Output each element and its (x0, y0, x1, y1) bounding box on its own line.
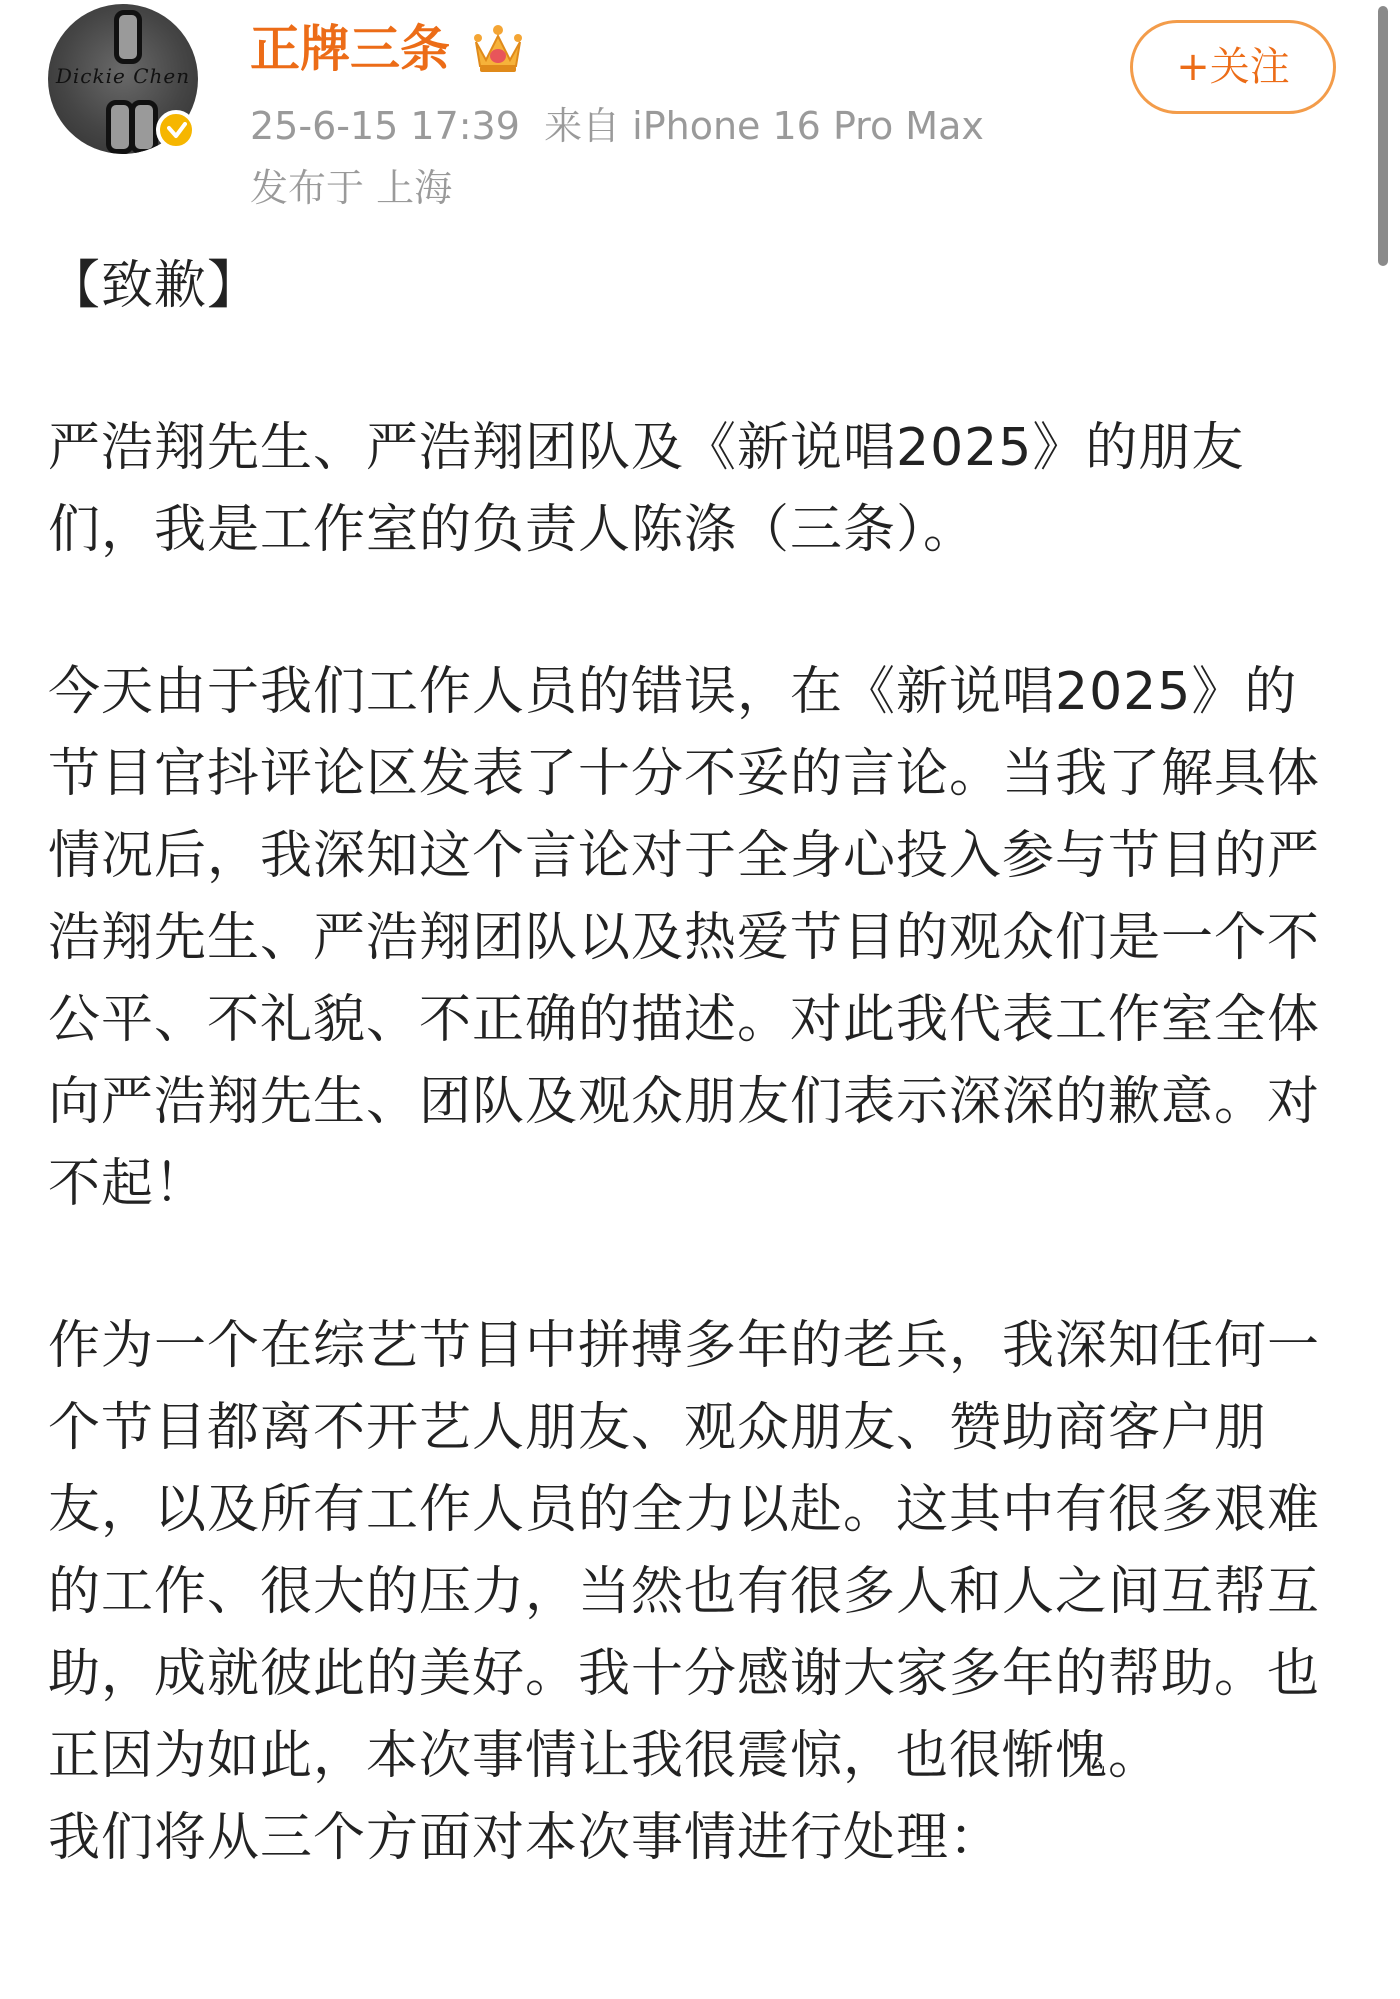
crown-icon (470, 22, 526, 74)
paragraph: 今天由于我们工作人员的错误，在《新说唱2025》的节目官抖评论区发表了十分不妥的言论。当我了解具体情况后，我深知这个言论对于全身心投入参与节目的严浩翔先生、严浩翔团队以及热爱节目的观众们是一个不公平、不礼貌、不正确的描述。对此我代表工作室全体向严浩翔先生、团队及观众朋友们表示深深的歉意。对不起！ (48, 662, 1321, 1214)
scrollbar[interactable] (1378, 6, 1388, 266)
post-location: 发布于 上海 (250, 166, 453, 210)
follow-button[interactable]: +关注 (1130, 20, 1336, 114)
post-header (0, 0, 1400, 220)
post-source: 来自 iPhone 16 Pro Max (544, 104, 984, 148)
post-timestamp: 25-6-15 17:39 (250, 104, 520, 148)
chain-link-shape (114, 10, 142, 64)
post-body (48, 245, 1338, 1879)
paragraph: 作为一个在综艺节目中拼搏多年的老兵，我深知任何一个节目都离不开艺人朋友、观众朋友、赞助商客户朋友，以及所有工作人员的全力以赴。这其中有很多艰难的工作、很大的压力，当然也有很多人和人之间互帮互助，成就彼此的美好。我十分感谢大家多年的帮助。也正因为如此，本次事情让我很震惊，也很惭愧。 (48, 1316, 1321, 1786)
chain-link-shape (130, 100, 158, 154)
avatar-text: Dickie Chen (55, 64, 191, 88)
verified-badge-icon (156, 110, 196, 150)
username[interactable]: 正牌三条 (250, 20, 450, 78)
paragraph: 我们将从三个方面对本次事情进行处理： (48, 1808, 1003, 1868)
post-title: 【致歉】 (48, 256, 261, 316)
paragraph: 严浩翔先生、严浩翔团队及《新说唱2025》的朋友们，我是工作室的负责人陈涤（三条）。 (48, 418, 1245, 560)
